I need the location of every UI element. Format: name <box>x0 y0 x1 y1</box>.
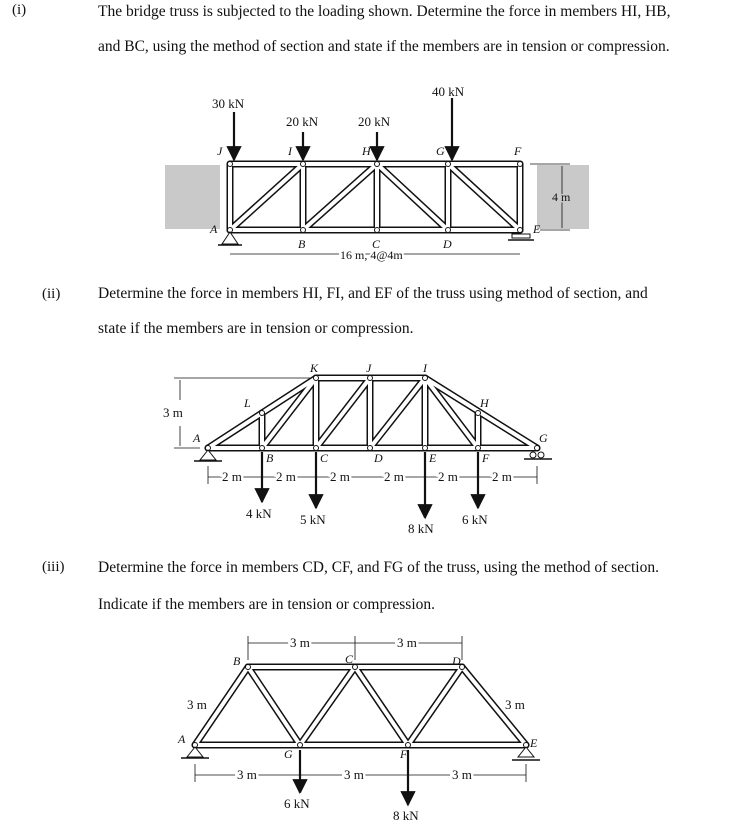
load-label-6kn: 6 kN <box>462 512 488 527</box>
height-dimension-label-2: 3 m <box>163 405 183 420</box>
top-spacing-label-2: 3 m <box>397 635 417 650</box>
height-label-right: 3 m <box>505 697 525 712</box>
height-label-left: 3 m <box>187 697 207 712</box>
spacing-label-3: 2 m <box>330 469 350 484</box>
node-C3: C <box>345 652 354 666</box>
node-B: B <box>298 237 306 251</box>
node-G3: G <box>284 747 293 761</box>
truss-2-members-outline <box>208 378 537 448</box>
node-E: E <box>533 222 541 236</box>
left-abutment <box>165 165 220 229</box>
bottom-spacing-label-3: 3 m <box>452 767 472 782</box>
node-A: A <box>193 431 201 445</box>
bottom-spacing-label-1: 3 m <box>237 767 257 782</box>
figure-1-bridge-truss <box>165 84 589 262</box>
node-D: D <box>374 451 383 465</box>
load-label-40kn: 40 kN <box>432 84 465 99</box>
load-label-4kn: 4 kN <box>246 506 272 521</box>
node-B3: B <box>233 654 241 668</box>
node-L: L <box>244 396 251 410</box>
node-G: G <box>436 144 445 158</box>
span-dimension-label: 16 m, 4@4m <box>340 248 403 262</box>
node-A: A <box>210 222 218 236</box>
load-label-5kn: 5 kN <box>300 512 326 527</box>
problem-1-text-line2: and BC, using the method of section and state if the members are in tension or compression. <box>98 38 670 55</box>
problem-3-number: (iii) <box>42 559 65 575</box>
problem-1-number: (i) <box>12 2 27 18</box>
top-spacing-label-1: 3 m <box>290 635 310 650</box>
problem-2-number: (ii) <box>42 286 61 302</box>
load-label-6kn-3: 6 kN <box>284 796 310 811</box>
node-E: E <box>429 451 437 465</box>
pin-support-a-icon <box>222 232 238 244</box>
spacing-label-2: 2 m <box>276 469 296 484</box>
load-label-8kn: 8 kN <box>408 521 434 536</box>
figure-3-truss <box>177 635 540 823</box>
load-label-20kn-h: 20 kN <box>358 114 391 129</box>
node-I: I <box>423 361 427 375</box>
truss-3-members-outline <box>195 667 526 745</box>
node-F: F <box>514 144 522 158</box>
load-label-8kn-3: 8 kN <box>393 808 419 823</box>
roller-support-g-icon <box>530 452 536 458</box>
problem-1-text-line1: The bridge truss is subjected to the loading shown. Determine the force in members HI, HB, <box>98 3 671 20</box>
node-A3: A <box>178 732 186 746</box>
node-I: I <box>288 144 292 158</box>
node-J: J <box>217 144 223 158</box>
node-E3: E <box>530 736 538 750</box>
node-G: G <box>539 431 548 445</box>
problem-2-text-line1: Determine the force in members HI, FI, and EF of the truss using method of section, and <box>98 285 648 302</box>
problem-2-text-line2: state if the members are in tension or compression. <box>98 320 414 337</box>
roller-support-e-icon <box>512 234 530 238</box>
problem-3-text-line2: Indicate if the members are in tension or compression. <box>98 596 436 613</box>
spacing-label-5: 2 m <box>438 469 458 484</box>
bottom-spacing-label-2: 3 m <box>344 767 364 782</box>
node-B: B <box>266 451 274 465</box>
node-F3: F <box>400 747 408 761</box>
node-H: H <box>480 396 489 410</box>
figure-2-roof-truss <box>163 361 552 536</box>
load-label-20kn-i: 20 kN <box>286 114 319 129</box>
spacing-label-4: 2 m <box>384 469 404 484</box>
height-dimension-label: 4 m <box>552 190 571 204</box>
load-label-30kn: 30 kN <box>212 96 245 111</box>
node-J: J <box>366 361 372 375</box>
node-H: H <box>362 144 371 158</box>
spacing-label-6: 2 m <box>492 469 512 484</box>
node-C: C <box>372 237 381 251</box>
spacing-label-1: 2 m <box>222 469 242 484</box>
node-F: F <box>482 451 490 465</box>
truss-1-members-fill <box>230 164 520 230</box>
node-K: K <box>310 361 319 375</box>
node-D: D <box>443 237 452 251</box>
problem-3-text-line1: Determine the force in members CD, CF, and FG of the truss, using the method of section. <box>98 559 659 576</box>
node-D3: D <box>452 654 461 668</box>
node-C: C <box>320 451 329 465</box>
